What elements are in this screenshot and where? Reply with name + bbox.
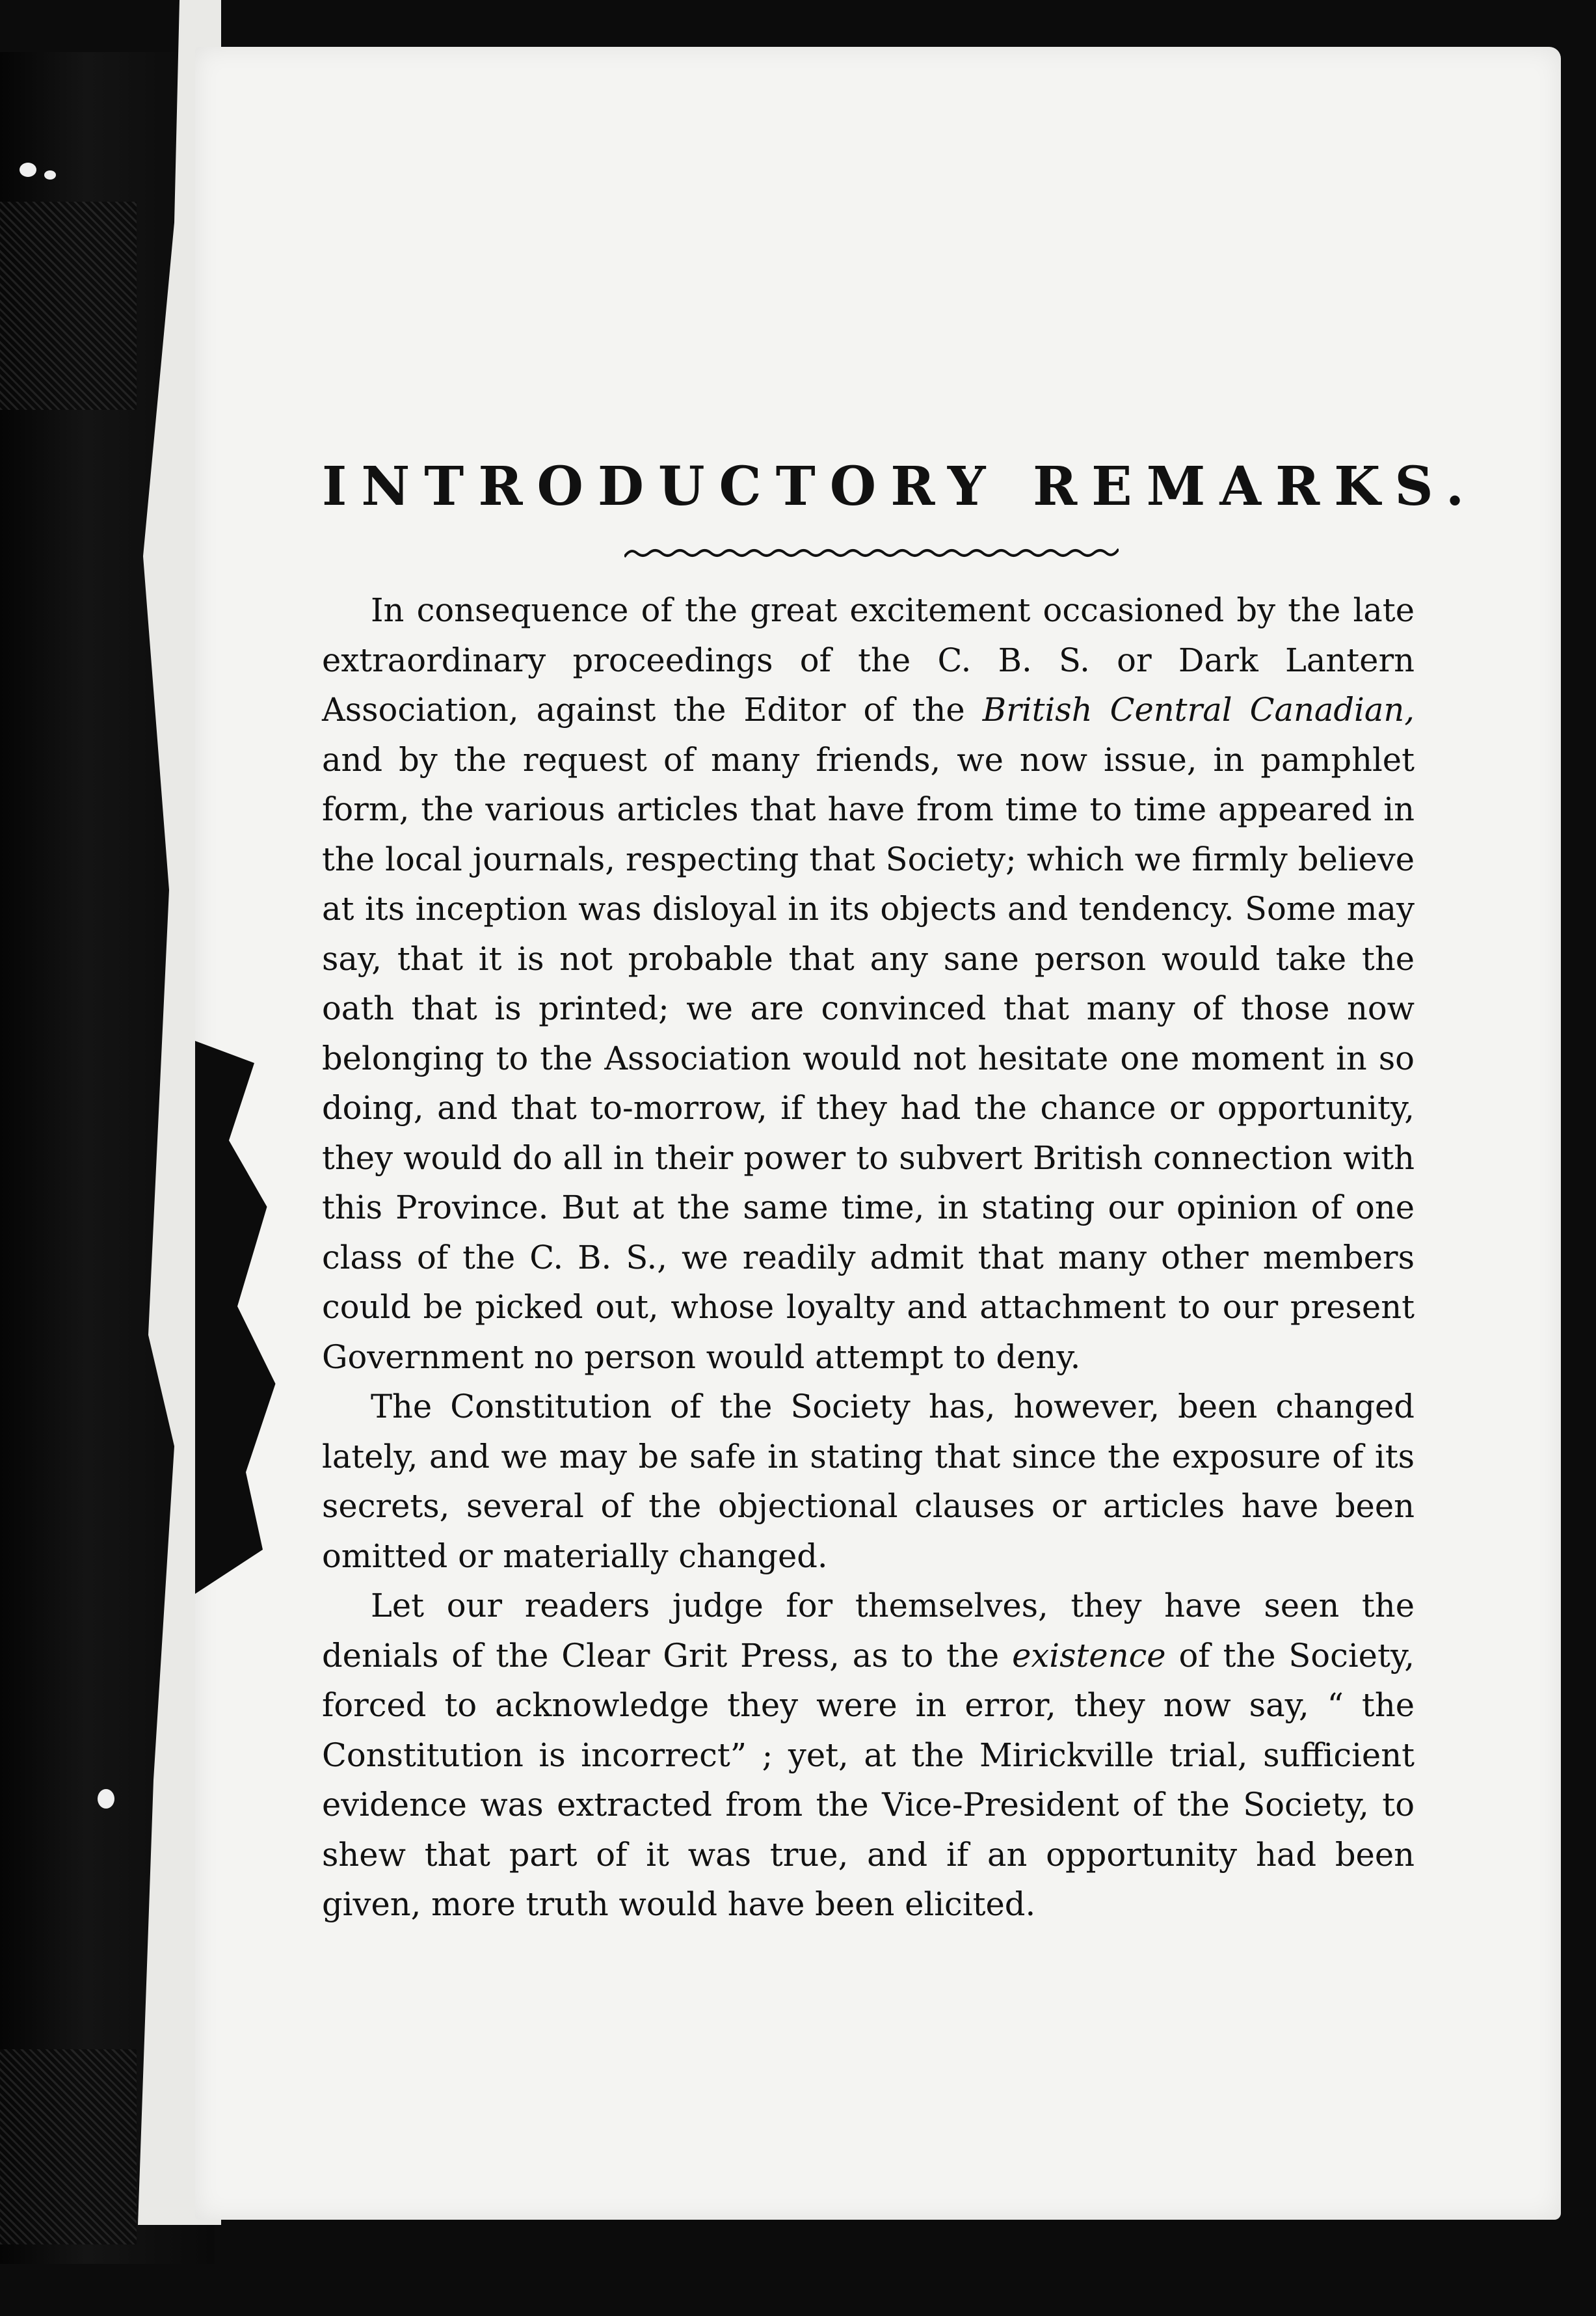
body-text xyxy=(322,586,1415,1930)
paragraph-2-text: The Constitution of the Society has, however, been changed lately, and we may be safe in stating that since the exposure of its secrets, several of the objectional clauses or articles have been omitted or materially changed. xyxy=(322,1388,1415,1575)
paragraph-3-italic: existence xyxy=(1012,1636,1166,1675)
binding-texture-lower xyxy=(0,2049,137,2244)
wavy-rule-ornament xyxy=(624,540,1119,566)
paper-fleck xyxy=(20,163,36,177)
paragraph-1-italic: British Central Canadian, xyxy=(982,691,1415,729)
paragraph-1-text-cont: and by the request of many friends, we now issue, in pamphlet form, the various articles that have from time to time appeared in the local journals, respecting that Society; which we firmly believe at its inception was disloyal in its objects and tendency. Some may say, that it is not probable that any sane person would take the oath that is printed; we are convinced that many of those now belonging to the Association would not hesitate one moment in so doing, and that to-morrow, if they had the chance or opportunity, they would do all in their power to subvert British connection with this Province. But at the same time, in stating our opinion of one class of the C. B. S., we readily admit that many other members could be picked out, whose loyalty and attachment to our present Government no person would attempt to deny. xyxy=(322,740,1415,1376)
page-title: INTRODUCTORY REMARKS. xyxy=(322,455,1479,518)
paragraph-3-text: Let our readers judge for themselves, they have seen the denials of the Clear Grit Press, as to the xyxy=(322,1587,1415,1675)
binding-texture xyxy=(0,202,137,410)
paragraph-3 xyxy=(322,1581,1415,1930)
paper-fleck xyxy=(44,170,56,180)
paragraph-2 xyxy=(322,1382,1415,1581)
paper-fleck xyxy=(98,1789,114,1809)
paragraph-3-text-cont: of the Society, forced to acknowledge they were in error, they now say, “ the Constitution is incorrect” ; yet, at the Mirickville trial, sufficient evidence was extracted from the Vice-President of the Society, to shew that part of it was true, and if an opportunity had been given, more truth would have been elicited. xyxy=(322,1636,1415,1923)
paragraph-1-text: In consequence of the great excitement occasioned by the late extraordinary proceedings of the C. B. S. or Dark Lantern Association, against the Editor of the xyxy=(322,591,1415,729)
paragraph-1 xyxy=(322,586,1415,1382)
